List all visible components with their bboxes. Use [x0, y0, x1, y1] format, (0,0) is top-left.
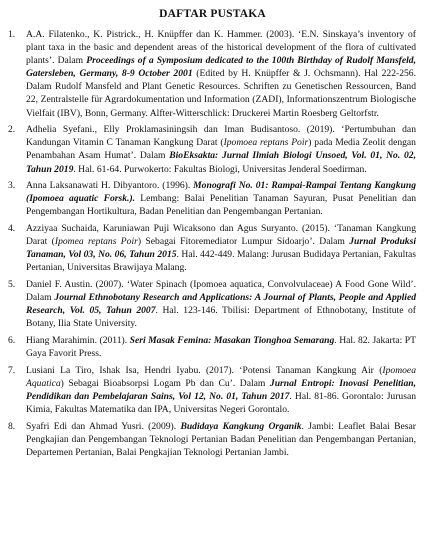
reference-list	[6, 28, 416, 463]
reference-text: Lusiani La Tiro, Ishak Isa, Hendri Iyabu. (2017). ‘Potensi Tanaman Kangkung Air (	[26, 364, 383, 376]
reference-text: ) pada Media Zeolit dengan Penambahan Asam Humat’. Dalam	[26, 137, 416, 162]
reference-source-title: Budidaya Kangkung Organik	[180, 420, 302, 432]
reference-text: Anna Laksanawati H. Dibyantoro. (1996).	[26, 180, 194, 192]
reference-text: . Hal. 123-146. Tbilisi: Department of Ethnobotany, Institute of Botany, Ilia State University.	[26, 305, 416, 330]
reference-item-8	[6, 420, 416, 459]
reference-text: ) Sebagai Fitoremediator Lumpur Sidoarjo’. Dalam	[137, 236, 350, 248]
species-name: Ipomoea Aquatica	[26, 364, 416, 389]
page-title: DAFTAR PUSTAKA	[159, 8, 266, 20]
reference-number: 8.	[8, 420, 16, 432]
species-name: Ipomoea reptans Poir	[223, 137, 309, 149]
reference-text: Azziyaa Suchaida, Karuniawan Puji Wicaksono dan Agus Suryanto. (2015). ‘Tanaman Kangkung Darat (	[26, 223, 416, 248]
reference-source-title: Journal Ethnobotany Research and Applications: A Journal of Plants, People and Applied Research, Vol. 05, Tahun 2007	[26, 292, 416, 317]
reference-item-2	[6, 123, 416, 175]
reference-text: . Hal. 61-64. Purwokerto: Fakultas Biologi, Universitas Jenderal Soedirman.	[73, 163, 367, 175]
reference-text: Hiang Marahimin. (2011).	[26, 335, 130, 347]
reference-text: . Hal. 81-86. Gorontalo: Jurusan Kimia, Fakultas Matematika dan IPA, Universitas Negeri Gorontalo.	[26, 391, 416, 416]
reference-text: . Jambi: Leaflet Balai Besar Pengkajian dan Pengembangan Teknologi Pertanian Badan Penelitian dan Pengembangan Pertanian, Departemen Pertanian, Balai Pengkajian Teknologi Pertanian Jambi.	[26, 420, 416, 458]
reference-source-title: Jurnal Produksi Tanaman, Vol 03, No. 06, Tahun 2015	[26, 236, 416, 261]
reference-number: 1.	[8, 29, 16, 40]
reference-source-title: Jurnal Entropi: Inovasi Penelitian, Pendidikan dan Pembelajaran Sains, Vol 12, No. 01, Tahun 2017	[26, 377, 417, 402]
reference-text: . Hal. 82. Jakarta: PT Gaya Favorit Press.	[26, 335, 416, 360]
reference-text: Adhelia Syefani., Elly Proklamasiningsih dan Iman Budisantoso. (2019). ‘Pertumbuhan dan Kandungan Vitamin C Tanaman Kangkung Darat (	[26, 124, 416, 149]
reference-source-title: Seri Masak Femina: Masakan Tionghoa Semarang	[129, 335, 335, 347]
reference-text: ) Sebagai Bioabsorpsi Logam Pb dan Cu’. Dalam	[60, 377, 270, 389]
reference-number: 4.	[8, 223, 16, 235]
reference-item-5	[6, 278, 416, 330]
reference-text: Lembang: Balai Penelitian Tanaman Sayuran, Pusat Penelitian dan Pengembangan Hortikultura, Badan Penelitian dan Pengembangan Pertanian.	[26, 193, 416, 218]
reference-number: 7.	[8, 364, 16, 376]
reference-item-4	[6, 222, 416, 274]
reference-item-1	[6, 28, 416, 120]
reference-item-7	[6, 364, 416, 416]
reference-source-title: BioEksakta: Jurnal Ilmiah Biologi Unsoed, Vol. 01, No. 02, Tahun 2019	[26, 150, 416, 175]
reference-text: A.A. Filatenko., K. Pistrick., H. Knüpffer dan K. Hammer. (2003). ‘E.N. Sinskaya’s inventory of plant taxa in the basic and dependent areas of the historical development of the flora of cultivated plants’. Dalam	[26, 29, 416, 67]
reference-number: 6.	[8, 335, 16, 347]
reference-text: . Hal. 442-449. Malang: Jurusan Budidaya Pertanian, Fakultas Pertanian, Universitas Brawijaya Malang.	[26, 249, 416, 274]
reference-item-3	[6, 179, 416, 218]
reference-text: (Edited by H. Knüpffer & J. Ochsmann). Hal 222-256. Dalam Rudolf Mansfeld and Plant Genetic Resources. Schriften zu Genetischen Ressourcen, Band 22, Zentralstelle für Agrardokumentation und Information (ZADI), Informationszentrum Biologische Vielfait (IBV), Bonn, Germany. Alfter-Witterschlick: Druckerei Martin Roesberg Geltorfstr.	[26, 68, 416, 119]
reference-source-title: Monografi No. 01: Rampai-Rampai Tentang Kangkung (Ipomoea aquatic Forsk.).	[26, 180, 416, 205]
reference-text: Daniel F. Austin. (2007). ‘Water Spinach (Ipomoea aquatica, Convolvulaceae) A Food Gone Wild’. Dalam	[26, 279, 416, 304]
reference-source-title: Proceedings of a Symposium dedicated to the 100th Birthday of Rudolf Mansfeld, Gatersleben, Germany, 8-9 October 2001	[26, 55, 416, 80]
reference-number: 5.	[8, 279, 16, 291]
reference-item-6	[6, 334, 416, 360]
species-name: Ipomea reptans Poir	[54, 236, 138, 248]
reference-text: Syafri Edi dan Ahmad Yusri. (2009).	[26, 420, 181, 432]
reference-number: 2.	[8, 124, 16, 136]
reference-number: 3.	[8, 180, 16, 192]
